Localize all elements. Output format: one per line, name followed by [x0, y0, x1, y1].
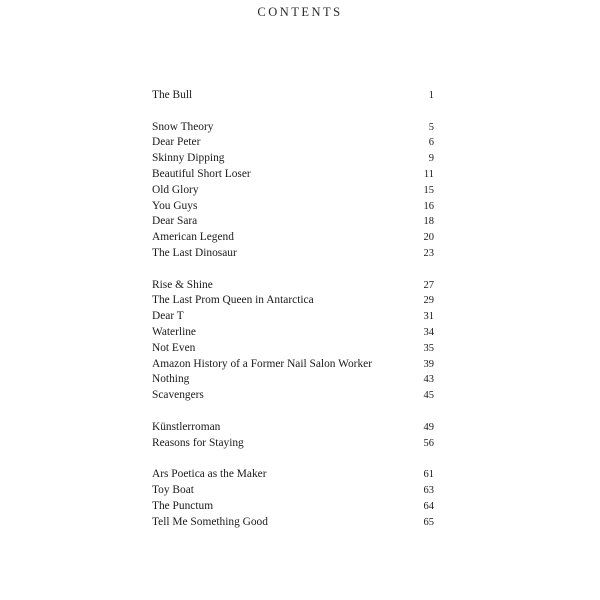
toc-entry-title: Old Glory	[152, 183, 199, 196]
toc-entry	[152, 515, 434, 531]
toc-section	[152, 88, 434, 104]
toc-entry	[152, 151, 434, 167]
toc-entry	[152, 483, 434, 499]
toc-entry-title: Nothing	[152, 373, 190, 386]
toc-entry-page-number: 5	[428, 121, 434, 133]
toc-entry-page-number: 31	[423, 311, 434, 323]
toc-entry-title: Dear T	[152, 310, 184, 323]
toc-entry-title: Künstlerroman	[152, 420, 221, 433]
toc-entry-page-number: 6	[428, 137, 434, 149]
toc-entry-page-number: 64	[423, 500, 434, 512]
toc-entry-page-number: 49	[423, 421, 434, 433]
toc-entry-page-number: 39	[423, 358, 434, 370]
toc-entry	[152, 499, 434, 515]
toc-entry-title: Snow Theory	[152, 120, 214, 133]
toc-entry-title: The Last Prom Queen in Antarctica	[152, 294, 314, 307]
toc-entry	[152, 88, 434, 104]
toc-entry-page-number: 16	[423, 200, 434, 212]
toc-entry-page-number: 63	[423, 484, 434, 496]
toc-entry	[152, 246, 434, 262]
toc-entry	[152, 357, 434, 373]
toc-entry-page-number: 34	[423, 326, 434, 338]
toc-entry-title: Scavengers	[152, 389, 204, 402]
toc-section	[152, 120, 434, 262]
toc-entry-title: The Bull	[152, 89, 193, 101]
toc-section	[152, 467, 434, 530]
toc-entry-page-number: 9	[428, 153, 434, 165]
toc-entry-title: Skinny Dipping	[152, 152, 225, 165]
toc-entry-page-number: 43	[423, 374, 434, 386]
toc-entry	[152, 278, 434, 294]
toc-entry-page-number: 61	[423, 469, 434, 481]
toc-entry	[152, 199, 434, 215]
toc-entry-title: Waterline	[152, 325, 196, 338]
toc-entry-page-number: 1	[428, 90, 434, 101]
toc-entry-page-number: 27	[423, 279, 434, 291]
toc-entry-page-number: 65	[423, 516, 434, 528]
toc-entry-title: Rise & Shine	[152, 278, 213, 291]
toc-entry	[152, 420, 434, 436]
toc-entry	[152, 341, 434, 357]
toc-entry-title: The Punctum	[152, 499, 214, 512]
toc-entry-title: Beautiful Short Loser	[152, 167, 251, 180]
toc-entry-title: American Legend	[152, 231, 234, 244]
toc-entry	[152, 167, 434, 183]
toc-entry-title: Ars Poetica as the Maker	[152, 468, 267, 481]
toc-entry-page-number: 11	[423, 168, 434, 180]
toc-entry-page-number: 20	[423, 232, 434, 244]
toc-entry-title: The Last Dinosaur	[152, 246, 237, 259]
toc-entry-title: Dear Sara	[152, 215, 198, 228]
toc-entry	[152, 436, 434, 452]
toc-entry	[152, 230, 434, 246]
toc-entry-title: Tell Me Something Good	[152, 515, 268, 528]
toc-entry	[152, 120, 434, 136]
toc-entry	[152, 293, 434, 309]
toc-entry-title: Toy Boat	[152, 483, 194, 496]
toc-entry-page-number: 15	[423, 184, 434, 196]
toc-entry	[152, 183, 434, 199]
toc-entry-title: Reasons for Staying	[152, 436, 244, 449]
toc-entry	[152, 214, 434, 230]
toc-entry-title: Dear Peter	[152, 136, 201, 149]
toc-entry-page-number: 23	[423, 247, 434, 259]
toc-entry-page-number: 45	[423, 390, 434, 402]
toc-entry	[152, 467, 434, 483]
toc-entry-title: Not Even	[152, 341, 196, 354]
toc-section	[152, 420, 434, 452]
page-title: CONTENTS	[257, 5, 343, 19]
toc-entry-page-number: 29	[423, 295, 434, 307]
toc-entry	[152, 325, 434, 341]
table-of-contents	[152, 88, 434, 530]
toc-entry-title: Amazon History of a Former Nail Salon Worker	[152, 357, 372, 370]
toc-entry-page-number: 56	[423, 437, 434, 449]
toc-entry-page-number: 18	[423, 216, 434, 228]
toc-entry	[152, 388, 434, 404]
toc-entry	[152, 309, 434, 325]
toc-entry-title: You Guys	[152, 199, 198, 212]
toc-section	[152, 278, 434, 404]
toc-entry	[152, 135, 434, 151]
toc-entry	[152, 372, 434, 388]
toc-entry-page-number: 35	[423, 342, 434, 354]
